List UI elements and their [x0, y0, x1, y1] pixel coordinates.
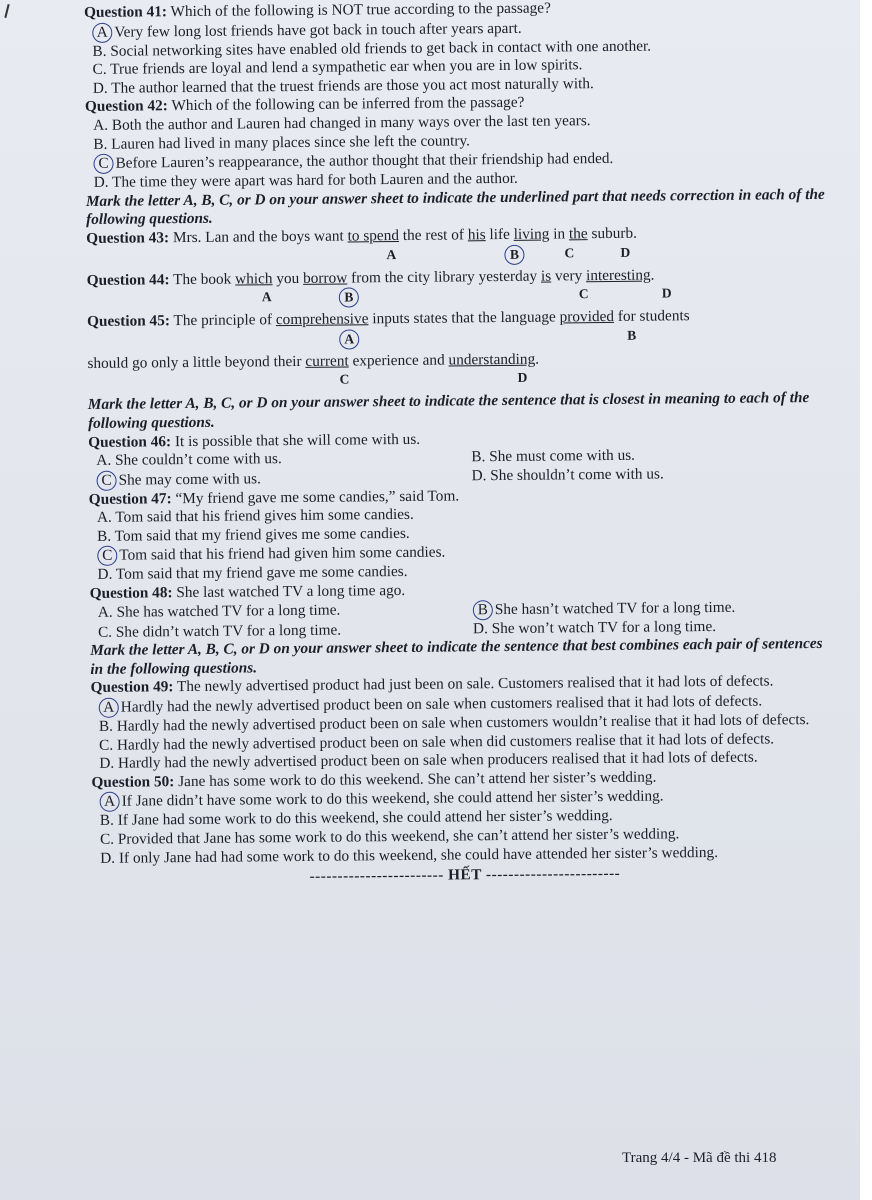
- question-44: Question 44: The book which you borrow from the city library yesterday is very interesting.: [86, 266, 655, 289]
- q42-option-c: C Before Lauren’s reappearance, the author thought that their friendship had ended.: [93, 147, 830, 174]
- answer-circle: C: [96, 470, 116, 490]
- q46-options-row-1: A. She couldn’t come with us. B. She must come with us.: [96, 446, 636, 469]
- answer-circle: A: [92, 22, 112, 42]
- question-48: Question 48: She last watched TV a long time ago.: [89, 582, 406, 603]
- page-footer: Trang 4/4 - Mã đề thi 418: [622, 1150, 777, 1166]
- answer-circle: C: [93, 154, 113, 174]
- q49-option-a: A Hardly had the newly advertised product been on sale when customers realised that it had lots of defects.: [99, 691, 836, 718]
- q41-option-d: D. The author learned that the truest friends are those you act most naturally with.: [92, 74, 594, 97]
- q47-option-a: A. Tom said that his friend gives him some candies.: [96, 506, 414, 527]
- answer-circle: A: [339, 329, 359, 349]
- instruction-error-correction: Mark the letter A, B, C, or D on your answer sheet to indicate the underlined part that needs correction in each of the following questions.: [85, 185, 825, 229]
- margin-mark: [4, 4, 9, 18]
- question-46: Question 46: It is possible that she will come with us.: [88, 430, 421, 451]
- question-47: Question 47: “My friend gave me some candies,” said Tom.: [88, 487, 460, 508]
- page-edge: [860, 0, 872, 1200]
- answer-circle: B: [339, 288, 359, 308]
- end-marker: ------------------------ HẾT ------------------------: [309, 865, 621, 886]
- q42-option-d: D. The time they were apart was hard for both Lauren and the author.: [93, 170, 518, 192]
- answer-circle: C: [97, 546, 117, 566]
- q50-option-b: B. If Jane had some work to do this weekend, she could attend her sister’s wedding.: [99, 807, 613, 830]
- q42-option-b: B. Lauren had lived in many places since she left the country.: [93, 131, 471, 153]
- question-49: Question 49: The newly advertised product had just been on sale. Customers realised that it had lots of defects.: [90, 672, 774, 697]
- q46-options-row-2: C She may come with us. D. She shouldn’t come with us.: [96, 464, 833, 491]
- answer-circle: A: [99, 698, 119, 718]
- q43-letter-row: A B C D: [86, 241, 831, 265]
- instruction-combine-sentences: Mark the letter A, B, C, or D on your answer sheet to indicate the sentence that best combines each pair of sentences in the following questions.: [90, 635, 823, 678]
- q49-option-c: C. Hardly had the newly advertised product been on sale when did customers realise that it had lots of defects.: [99, 730, 775, 754]
- question-41: Question 41: Which of the following is NOT true according to the passage?: [84, 0, 551, 21]
- answer-circle: B: [473, 600, 493, 620]
- q44-letter-row: A B C D: [87, 283, 832, 307]
- q50-option-c: C. Provided that Jane has some work to do this weekend, she can’t attend her sister’s wedding.: [99, 825, 680, 848]
- question-43: Question 43: Mrs. Lan and the boys want to spend the rest of his life living in the suburb.: [86, 224, 638, 247]
- question-45: Question 45: The principle of comprehensive inputs states that the language provided for students: [86, 307, 690, 331]
- q41-option-a: A Very few long lost friends have got back in touch after years apart.: [92, 15, 829, 42]
- q49-option-b: B. Hardly had the newly advertised product been on sale when customers wouldn’t realise that it had lots of defects.: [98, 711, 810, 735]
- exam-content: [84, 0, 838, 904]
- q47-option-d: D. Tom said that my friend gave me some candies.: [97, 563, 408, 584]
- answer-circle: B: [504, 244, 524, 264]
- question-42: Question 42: Which of the following can be inferred from the passage?: [84, 94, 525, 116]
- answer-circle: A: [100, 792, 120, 812]
- instruction-closest-meaning: Mark the letter A, B, C, or D on your answer sheet to indicate the sentence that is closest in meaning to each of the following questions.: [87, 389, 810, 432]
- q41-option-b: B. Social networking sites have enabled old friends to get back in contact with one another.: [92, 37, 652, 60]
- q41-option-c: C. True friends are loyal and lend a sympathetic ear when you are in low spirits.: [92, 56, 583, 79]
- q48-options-row-2: C. She didn’t watch TV for a long time. D. She won’t watch TV for a long time.: [97, 617, 717, 641]
- q50-option-d: D. If only Jane had had some work to do this weekend, she could have attended her sister’s wedding.: [100, 843, 719, 867]
- q47-option-b: B. Tom said that my friend gives me some candies.: [97, 524, 410, 545]
- question-50: Question 50: Jane has some work to do this weekend. She can’t attend her sister’s wedding.: [91, 768, 657, 791]
- q50-option-a: A If Jane didn’t have some work to do this weekend, she could attend her sister’s wedding.: [100, 785, 837, 812]
- q48-options-row-1: A. She has watched TV for a long time. B She hasn’t watched TV for a long time.: [97, 598, 736, 621]
- q49-option-d: D. Hardly had the newly advertised product been on sale when producers realised that it had lots of defects.: [99, 748, 758, 773]
- q45-letter-row-1: A B: [87, 325, 832, 349]
- q45-letter-row-2: C D: [339, 370, 528, 387]
- q47-option-c: C Tom said that his friend had given him some candies.: [97, 539, 834, 566]
- q42-option-a: A. Both the author and Lauren had changed in many ways over the last ten years.: [93, 112, 591, 134]
- question-45-continued: should go only a little beyond their current experience and understanding.: [87, 350, 540, 372]
